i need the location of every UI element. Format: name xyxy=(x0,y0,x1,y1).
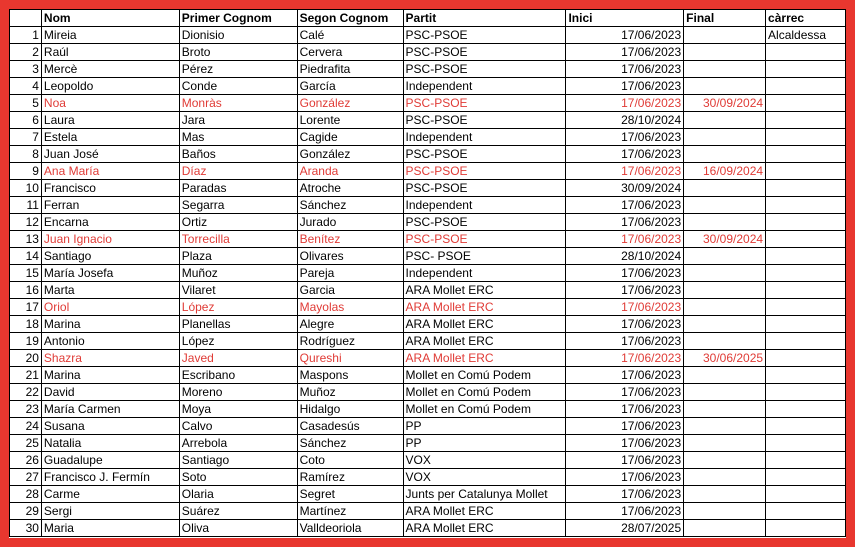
cell-nom[interactable]: Mercè xyxy=(41,61,179,78)
cell-partit[interactable]: VOX xyxy=(403,452,566,469)
cell-partit[interactable]: Independent xyxy=(403,78,566,95)
cell-number[interactable]: 10 xyxy=(10,180,42,197)
cell-primer-cognom[interactable]: Moreno xyxy=(179,384,297,401)
cell-inici[interactable]: 28/10/2024 xyxy=(566,112,684,129)
table-row xyxy=(10,231,846,248)
cell-primer-cognom[interactable]: Oliva xyxy=(179,520,297,537)
cell-nom[interactable]: Marta xyxy=(41,282,179,299)
cell-segon-cognom[interactable]: Sánchez xyxy=(297,435,403,452)
cell-nom[interactable]: Raúl xyxy=(41,44,179,61)
cell-carrec[interactable] xyxy=(766,435,846,452)
cell-inici[interactable]: 17/06/2023 xyxy=(566,265,684,282)
cell-carrec[interactable] xyxy=(766,316,846,333)
cell-carrec[interactable] xyxy=(766,265,846,282)
cell-inici[interactable]: 17/06/2023 xyxy=(566,350,684,367)
cell-number[interactable]: 21 xyxy=(10,367,42,384)
cell-primer-cognom[interactable]: Ortiz xyxy=(179,214,297,231)
cell-final[interactable] xyxy=(684,265,766,282)
cell-segon-cognom[interactable]: Cagide xyxy=(297,129,403,146)
cell-nom[interactable]: Noa xyxy=(41,95,179,112)
cell-carrec[interactable]: Alcaldessa xyxy=(766,27,846,44)
cell-number[interactable]: 23 xyxy=(10,401,42,418)
cell-final[interactable] xyxy=(684,78,766,95)
cell-carrec[interactable] xyxy=(766,197,846,214)
cell-number[interactable]: 26 xyxy=(10,452,42,469)
cell-number[interactable]: 14 xyxy=(10,248,42,265)
cell-final[interactable] xyxy=(684,146,766,163)
table-row xyxy=(10,27,846,44)
cell-number[interactable]: 13 xyxy=(10,231,42,248)
cell-segon-cognom[interactable]: González xyxy=(297,146,403,163)
table-row xyxy=(10,78,846,95)
cell-nom[interactable]: Ferran xyxy=(41,197,179,214)
cell-primer-cognom[interactable]: Conde xyxy=(179,78,297,95)
cell-partit[interactable]: PSC-PSOE xyxy=(403,214,566,231)
cell-partit[interactable]: Independent xyxy=(403,129,566,146)
cell-final[interactable] xyxy=(684,452,766,469)
cell-number[interactable]: 3 xyxy=(10,61,42,78)
cell-inici[interactable]: 17/06/2023 xyxy=(566,333,684,350)
cell-segon-cognom[interactable]: Ramírez xyxy=(297,469,403,486)
header-partit[interactable]: Partit xyxy=(403,10,566,27)
cell-final[interactable]: 30/06/2025 xyxy=(684,350,766,367)
cell-primer-cognom[interactable]: Broto xyxy=(179,44,297,61)
cell-partit[interactable]: PSC-PSOE xyxy=(403,180,566,197)
table-row xyxy=(10,146,846,163)
cell-primer-cognom[interactable]: Dionisio xyxy=(179,27,297,44)
cell-partit[interactable]: Junts per Catalunya Mollet xyxy=(403,486,566,503)
cell-carrec[interactable] xyxy=(766,180,846,197)
cell-final[interactable] xyxy=(684,129,766,146)
cell-segon-cognom[interactable]: Sánchez xyxy=(297,197,403,214)
cell-inici[interactable]: 17/06/2023 xyxy=(566,129,684,146)
cell-primer-cognom[interactable]: Calvo xyxy=(179,418,297,435)
cell-partit[interactable]: ARA Mollet ERC xyxy=(403,520,566,537)
cell-carrec[interactable] xyxy=(766,486,846,503)
cell-nom[interactable]: Juan José xyxy=(41,146,179,163)
cell-inici[interactable]: 17/06/2023 xyxy=(566,44,684,61)
cell-number[interactable]: 6 xyxy=(10,112,42,129)
cell-carrec[interactable] xyxy=(766,163,846,180)
cell-segon-cognom[interactable]: Muñoz xyxy=(297,384,403,401)
cell-partit[interactable]: PSC-PSOE xyxy=(403,27,566,44)
cell-partit[interactable]: Independent xyxy=(403,265,566,282)
cell-final[interactable] xyxy=(684,282,766,299)
cell-carrec[interactable] xyxy=(766,248,846,265)
cell-segon-cognom[interactable]: Alegre xyxy=(297,316,403,333)
cell-final[interactable] xyxy=(684,435,766,452)
table-row xyxy=(10,299,846,316)
cell-nom[interactable]: Francisco J. Fermín xyxy=(41,469,179,486)
table-body xyxy=(10,27,846,537)
cell-primer-cognom[interactable]: Muñoz xyxy=(179,265,297,282)
cell-primer-cognom[interactable]: Plaza xyxy=(179,248,297,265)
cell-nom[interactable]: Juan Ignacio xyxy=(41,231,179,248)
cell-carrec[interactable] xyxy=(766,520,846,537)
cell-inici[interactable]: 17/06/2023 xyxy=(566,401,684,418)
cell-primer-cognom[interactable]: Vilaret xyxy=(179,282,297,299)
cell-number[interactable]: 11 xyxy=(10,197,42,214)
cell-primer-cognom[interactable]: Olaria xyxy=(179,486,297,503)
cell-segon-cognom[interactable]: Piedrafita xyxy=(297,61,403,78)
table-row xyxy=(10,44,846,61)
cell-inici[interactable]: 17/06/2023 xyxy=(566,384,684,401)
cell-primer-cognom[interactable]: Díaz xyxy=(179,163,297,180)
table-row xyxy=(10,61,846,78)
cell-inici[interactable]: 17/06/2023 xyxy=(566,316,684,333)
header-inici[interactable]: Inici xyxy=(566,10,684,27)
table-row xyxy=(10,163,846,180)
members-table xyxy=(9,9,846,537)
cell-carrec[interactable] xyxy=(766,231,846,248)
cell-carrec[interactable] xyxy=(766,333,846,350)
cell-number[interactable]: 20 xyxy=(10,350,42,367)
cell-segon-cognom[interactable]: Hidalgo xyxy=(297,401,403,418)
cell-final[interactable] xyxy=(684,180,766,197)
table-row xyxy=(10,214,846,231)
cell-segon-cognom[interactable]: Benítez xyxy=(297,231,403,248)
cell-segon-cognom[interactable]: Cervera xyxy=(297,44,403,61)
cell-segon-cognom[interactable]: Aranda xyxy=(297,163,403,180)
cell-inici[interactable]: 17/06/2023 xyxy=(566,418,684,435)
cell-primer-cognom[interactable]: Jara xyxy=(179,112,297,129)
cell-carrec[interactable] xyxy=(766,112,846,129)
cell-segon-cognom[interactable]: Maspons xyxy=(297,367,403,384)
cell-final[interactable]: 16/09/2024 xyxy=(684,163,766,180)
cell-number[interactable]: 30 xyxy=(10,520,42,537)
cell-partit[interactable]: PSC- PSOE xyxy=(403,248,566,265)
cell-nom[interactable]: Laura xyxy=(41,112,179,129)
header-carrec[interactable]: càrrec xyxy=(766,10,846,27)
table-row xyxy=(10,265,846,282)
cell-number[interactable]: 7 xyxy=(10,129,42,146)
cell-inici[interactable]: 17/06/2023 xyxy=(566,146,684,163)
header-primer-cognom[interactable]: Primer Cognom xyxy=(179,10,297,27)
cell-segon-cognom[interactable]: Garcia xyxy=(297,282,403,299)
cell-carrec[interactable] xyxy=(766,146,846,163)
cell-partit[interactable]: ARA Mollet ERC xyxy=(403,333,566,350)
cell-partit[interactable]: ARA Mollet ERC xyxy=(403,503,566,520)
cell-partit[interactable]: PSC-PSOE xyxy=(403,163,566,180)
cell-partit[interactable]: Independent xyxy=(403,197,566,214)
cell-inici[interactable]: 30/09/2024 xyxy=(566,180,684,197)
cell-nom[interactable]: Antonio xyxy=(41,333,179,350)
cell-segon-cognom[interactable]: Lorente xyxy=(297,112,403,129)
cell-final[interactable] xyxy=(684,520,766,537)
cell-final[interactable] xyxy=(684,316,766,333)
cell-carrec[interactable] xyxy=(766,282,846,299)
cell-partit[interactable]: PP xyxy=(403,418,566,435)
cell-carrec[interactable] xyxy=(766,95,846,112)
cell-partit[interactable]: Mollet en Comú Podem xyxy=(403,367,566,384)
table-row xyxy=(10,520,846,537)
cell-final[interactable] xyxy=(684,44,766,61)
cell-inici[interactable]: 17/06/2023 xyxy=(566,197,684,214)
cell-nom[interactable]: Guadalupe xyxy=(41,452,179,469)
cell-nom[interactable]: Shazra xyxy=(41,350,179,367)
table-row xyxy=(10,129,846,146)
cell-nom[interactable]: Maria xyxy=(41,520,179,537)
cell-carrec[interactable] xyxy=(766,44,846,61)
table-row xyxy=(10,401,846,418)
cell-partit[interactable]: ARA Mollet ERC xyxy=(403,316,566,333)
cell-final[interactable] xyxy=(684,197,766,214)
cell-primer-cognom[interactable]: Moya xyxy=(179,401,297,418)
cell-primer-cognom[interactable]: Planellas xyxy=(179,316,297,333)
cell-number[interactable]: 16 xyxy=(10,282,42,299)
cell-segon-cognom[interactable]: Atroche xyxy=(297,180,403,197)
cell-segon-cognom[interactable]: González xyxy=(297,95,403,112)
cell-carrec[interactable] xyxy=(766,418,846,435)
cell-partit[interactable]: Mollet en Comú Podem xyxy=(403,401,566,418)
cell-final[interactable] xyxy=(684,248,766,265)
cell-final[interactable] xyxy=(684,27,766,44)
cell-carrec[interactable] xyxy=(766,401,846,418)
cell-number[interactable]: 4 xyxy=(10,78,42,95)
cell-partit[interactable]: PSC-PSOE xyxy=(403,112,566,129)
cell-final[interactable] xyxy=(684,112,766,129)
table-row xyxy=(10,469,846,486)
cell-final[interactable]: 30/09/2024 xyxy=(684,95,766,112)
cell-number[interactable]: 1 xyxy=(10,27,42,44)
cell-primer-cognom[interactable]: Javed xyxy=(179,350,297,367)
table-row xyxy=(10,384,846,401)
cell-carrec[interactable] xyxy=(766,384,846,401)
cell-partit[interactable]: VOX xyxy=(403,469,566,486)
cell-segon-cognom[interactable]: Coto xyxy=(297,452,403,469)
cell-carrec[interactable] xyxy=(766,214,846,231)
table-row xyxy=(10,333,846,350)
cell-number[interactable]: 27 xyxy=(10,469,42,486)
cell-nom[interactable]: Mireia xyxy=(41,27,179,44)
cell-inici[interactable]: 17/06/2023 xyxy=(566,299,684,316)
cell-segon-cognom[interactable]: Mayolas xyxy=(297,299,403,316)
table-row xyxy=(10,435,846,452)
table-row xyxy=(10,350,846,367)
cell-partit[interactable]: ARA Mollet ERC xyxy=(403,350,566,367)
cell-primer-cognom[interactable]: Segarra xyxy=(179,197,297,214)
cell-inici[interactable]: 28/07/2025 xyxy=(566,520,684,537)
cell-number[interactable]: 19 xyxy=(10,333,42,350)
cell-number[interactable]: 9 xyxy=(10,163,42,180)
cell-partit[interactable]: PSC-PSOE xyxy=(403,61,566,78)
cell-number[interactable]: 8 xyxy=(10,146,42,163)
cell-primer-cognom[interactable]: Pérez xyxy=(179,61,297,78)
table-row xyxy=(10,367,846,384)
cell-segon-cognom[interactable]: Valldeoriola xyxy=(297,520,403,537)
cell-primer-cognom[interactable]: Arrebola xyxy=(179,435,297,452)
cell-nom[interactable]: David xyxy=(41,384,179,401)
cell-final[interactable] xyxy=(684,214,766,231)
cell-inici[interactable]: 17/06/2023 xyxy=(566,503,684,520)
cell-nom[interactable]: Estela xyxy=(41,129,179,146)
cell-inici[interactable]: 17/06/2023 xyxy=(566,367,684,384)
cell-nom[interactable]: Encarna xyxy=(41,214,179,231)
cell-final[interactable] xyxy=(684,469,766,486)
cell-nom[interactable]: Oriol xyxy=(41,299,179,316)
cell-primer-cognom[interactable]: Torrecilla xyxy=(179,231,297,248)
table-row xyxy=(10,418,846,435)
cell-inici[interactable]: 17/06/2023 xyxy=(566,61,684,78)
cell-number[interactable]: 17 xyxy=(10,299,42,316)
table-row xyxy=(10,503,846,520)
table-row xyxy=(10,282,846,299)
spreadsheet xyxy=(9,9,846,538)
header-nom[interactable]: Nom xyxy=(41,10,179,27)
table-row xyxy=(10,486,846,503)
cell-inici[interactable]: 17/06/2023 xyxy=(566,486,684,503)
table-row xyxy=(10,112,846,129)
cell-final[interactable] xyxy=(684,333,766,350)
cell-final[interactable] xyxy=(684,503,766,520)
cell-carrec[interactable] xyxy=(766,350,846,367)
cell-number[interactable]: 15 xyxy=(10,265,42,282)
table-row xyxy=(10,316,846,333)
cell-partit[interactable]: PP xyxy=(403,435,566,452)
cell-inici[interactable]: 17/06/2023 xyxy=(566,27,684,44)
cell-segon-cognom[interactable]: Casadesús xyxy=(297,418,403,435)
cell-number[interactable]: 25 xyxy=(10,435,42,452)
cell-nom[interactable]: María Carmen xyxy=(41,401,179,418)
cell-primer-cognom[interactable]: Escribano xyxy=(179,367,297,384)
cell-inici[interactable]: 28/10/2024 xyxy=(566,248,684,265)
header-final[interactable]: Final xyxy=(684,10,766,27)
cell-primer-cognom[interactable]: López xyxy=(179,299,297,316)
cell-primer-cognom[interactable]: Monràs xyxy=(179,95,297,112)
table-row xyxy=(10,248,846,265)
cell-number[interactable]: 24 xyxy=(10,418,42,435)
cell-carrec[interactable] xyxy=(766,367,846,384)
cell-final[interactable] xyxy=(684,418,766,435)
cell-primer-cognom[interactable]: Mas xyxy=(179,129,297,146)
cell-final[interactable]: 30/09/2024 xyxy=(684,231,766,248)
cell-final[interactable] xyxy=(684,401,766,418)
cell-number[interactable]: 12 xyxy=(10,214,42,231)
header-segon-cognom[interactable]: Segon Cognom xyxy=(297,10,403,27)
cell-inici[interactable]: 17/06/2023 xyxy=(566,78,684,95)
cell-inici[interactable]: 17/06/2023 xyxy=(566,214,684,231)
cell-primer-cognom[interactable]: Soto xyxy=(179,469,297,486)
cell-inici[interactable]: 17/06/2023 xyxy=(566,231,684,248)
cell-partit[interactable]: PSC-PSOE xyxy=(403,146,566,163)
cell-number[interactable]: 18 xyxy=(10,316,42,333)
cell-partit[interactable]: PSC-PSOE xyxy=(403,231,566,248)
table-row xyxy=(10,452,846,469)
cell-partit[interactable]: ARA Mollet ERC xyxy=(403,299,566,316)
cell-number[interactable]: 28 xyxy=(10,486,42,503)
cell-primer-cognom[interactable]: Baños xyxy=(179,146,297,163)
cell-segon-cognom[interactable]: Jurado xyxy=(297,214,403,231)
cell-partit[interactable]: ARA Mollet ERC xyxy=(403,282,566,299)
cell-segon-cognom[interactable]: Calé xyxy=(297,27,403,44)
cell-carrec[interactable] xyxy=(766,503,846,520)
cell-primer-cognom[interactable]: Suárez xyxy=(179,503,297,520)
cell-nom[interactable]: Leopoldo xyxy=(41,78,179,95)
cell-nom[interactable]: Susana xyxy=(41,418,179,435)
cell-final[interactable] xyxy=(684,367,766,384)
cell-inici[interactable]: 17/06/2023 xyxy=(566,95,684,112)
table-row xyxy=(10,197,846,214)
cell-segon-cognom[interactable]: Rodríguez xyxy=(297,333,403,350)
cell-inici[interactable]: 17/06/2023 xyxy=(566,163,684,180)
cell-number[interactable]: 29 xyxy=(10,503,42,520)
header-row xyxy=(10,10,846,27)
cell-carrec[interactable] xyxy=(766,452,846,469)
cell-final[interactable] xyxy=(684,61,766,78)
cell-nom[interactable]: Marina xyxy=(41,367,179,384)
cell-number[interactable]: 22 xyxy=(10,384,42,401)
cell-nom[interactable]: Marina xyxy=(41,316,179,333)
cell-nom[interactable]: Carme xyxy=(41,486,179,503)
cell-carrec[interactable] xyxy=(766,299,846,316)
cell-inici[interactable]: 17/06/2023 xyxy=(566,452,684,469)
cell-carrec[interactable] xyxy=(766,61,846,78)
cell-final[interactable] xyxy=(684,384,766,401)
cell-nom[interactable]: Santiago xyxy=(41,248,179,265)
cell-segon-cognom[interactable]: García xyxy=(297,78,403,95)
cell-primer-cognom[interactable]: López xyxy=(179,333,297,350)
cell-primer-cognom[interactable]: Santiago xyxy=(179,452,297,469)
header-number[interactable] xyxy=(10,10,42,27)
cell-final[interactable] xyxy=(684,486,766,503)
cell-segon-cognom[interactable]: Qureshi xyxy=(297,350,403,367)
cell-partit[interactable]: PSC-PSOE xyxy=(403,95,566,112)
cell-number[interactable]: 5 xyxy=(10,95,42,112)
cell-segon-cognom[interactable]: Martínez xyxy=(297,503,403,520)
cell-carrec[interactable] xyxy=(766,129,846,146)
cell-partit[interactable]: Mollet en Comú Podem xyxy=(403,384,566,401)
cell-nom[interactable]: Ana María xyxy=(41,163,179,180)
cell-inici[interactable]: 17/06/2023 xyxy=(566,282,684,299)
cell-carrec[interactable] xyxy=(766,469,846,486)
cell-nom[interactable]: Francisco xyxy=(41,180,179,197)
cell-segon-cognom[interactable]: Pareja xyxy=(297,265,403,282)
cell-partit[interactable]: PSC-PSOE xyxy=(403,44,566,61)
cell-inici[interactable]: 17/06/2023 xyxy=(566,469,684,486)
cell-nom[interactable]: Natalia xyxy=(41,435,179,452)
cell-nom[interactable]: María Josefa xyxy=(41,265,179,282)
table-row xyxy=(10,180,846,197)
cell-final[interactable] xyxy=(684,299,766,316)
cell-primer-cognom[interactable]: Paradas xyxy=(179,180,297,197)
cell-inici[interactable]: 17/06/2023 xyxy=(566,435,684,452)
cell-segon-cognom[interactable]: Olivares xyxy=(297,248,403,265)
cell-number[interactable]: 2 xyxy=(10,44,42,61)
table-row xyxy=(10,95,846,112)
cell-segon-cognom[interactable]: Segret xyxy=(297,486,403,503)
cell-carrec[interactable] xyxy=(766,78,846,95)
cell-nom[interactable]: Sergi xyxy=(41,503,179,520)
